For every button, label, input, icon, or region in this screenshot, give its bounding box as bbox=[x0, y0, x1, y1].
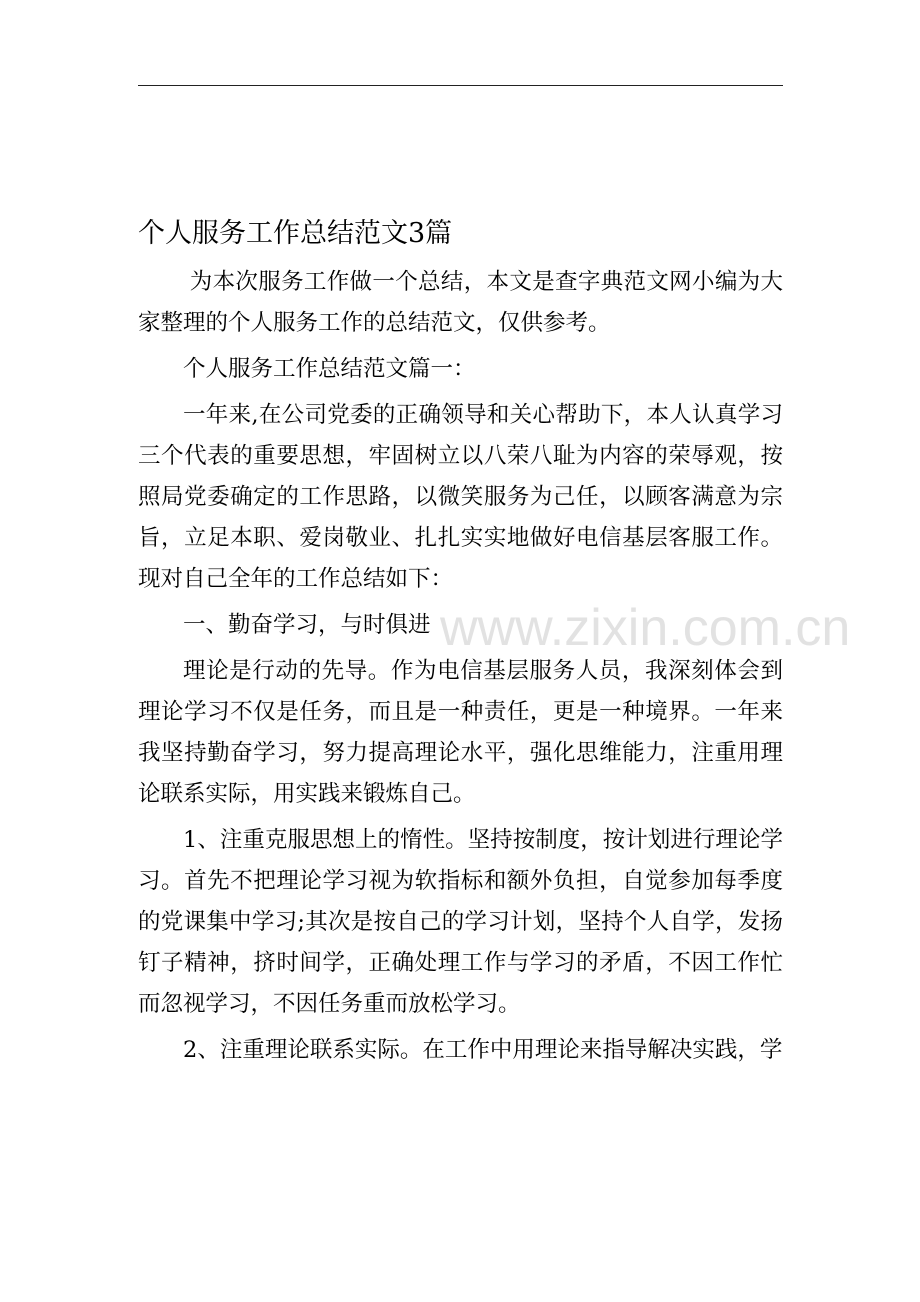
paragraph-subheading-study: 一、勤奋学习，与时俱进 bbox=[183, 612, 431, 638]
header-rule bbox=[138, 85, 783, 86]
paragraph-theory: 理论是行动的先导。作为电信基层服务人员，我深刻体会到理论学习不仅是任务，而且是一种责任，更是一种境界。一年来我坚持勤奋学习，努力提高理论水平，强化思维能力，注重用理论联系实际，用实践来锻炼自己。 bbox=[138, 658, 783, 807]
paragraph-point-2: 2、注重理论联系实际。在工作中用理论来指导解决实践，学 bbox=[183, 1037, 783, 1063]
paragraph-section-heading: 个人服务工作总结范文篇一： bbox=[183, 356, 476, 382]
paragraph-point-1: 1、注重克服思想上的惰性。坚持按制度，按计划进行理论学习。首先不把理论学习视为软指标和额外负担，自觉参加每季度的党课集中学习;其次是按自己的学习计划，坚持个人自学，发扬钉子精神，挤时间学，正确处理工作与学习的矛盾，不因工作忙而忽视学习，不因任务重而放松学习。 bbox=[138, 827, 783, 1017]
paragraph-overview: 一年来,在公司党委的正确领导和关心帮助下，本人认真学习三个代表的重要思想，牢固树立以八荣八耻为内容的荣辱观，按照局党委确定的工作思路，以微笑服务为己任，以顾客满意为宗旨，立足本职、爱岗敬业、扎扎实实地做好电信基层客服工作。现对自己全年的工作总结如下： bbox=[138, 402, 783, 592]
watermark: www.zixin.com.cn bbox=[440, 599, 851, 657]
document-body bbox=[138, 262, 783, 1076]
document-title: 个人服务工作总结范文3篇 bbox=[138, 218, 453, 249]
paragraph-intro: 为本次服务工作做一个总结，本文是查字典范文网小编为大家整理的个人服务工作的总结范文，仅供参考。 bbox=[138, 269, 783, 336]
